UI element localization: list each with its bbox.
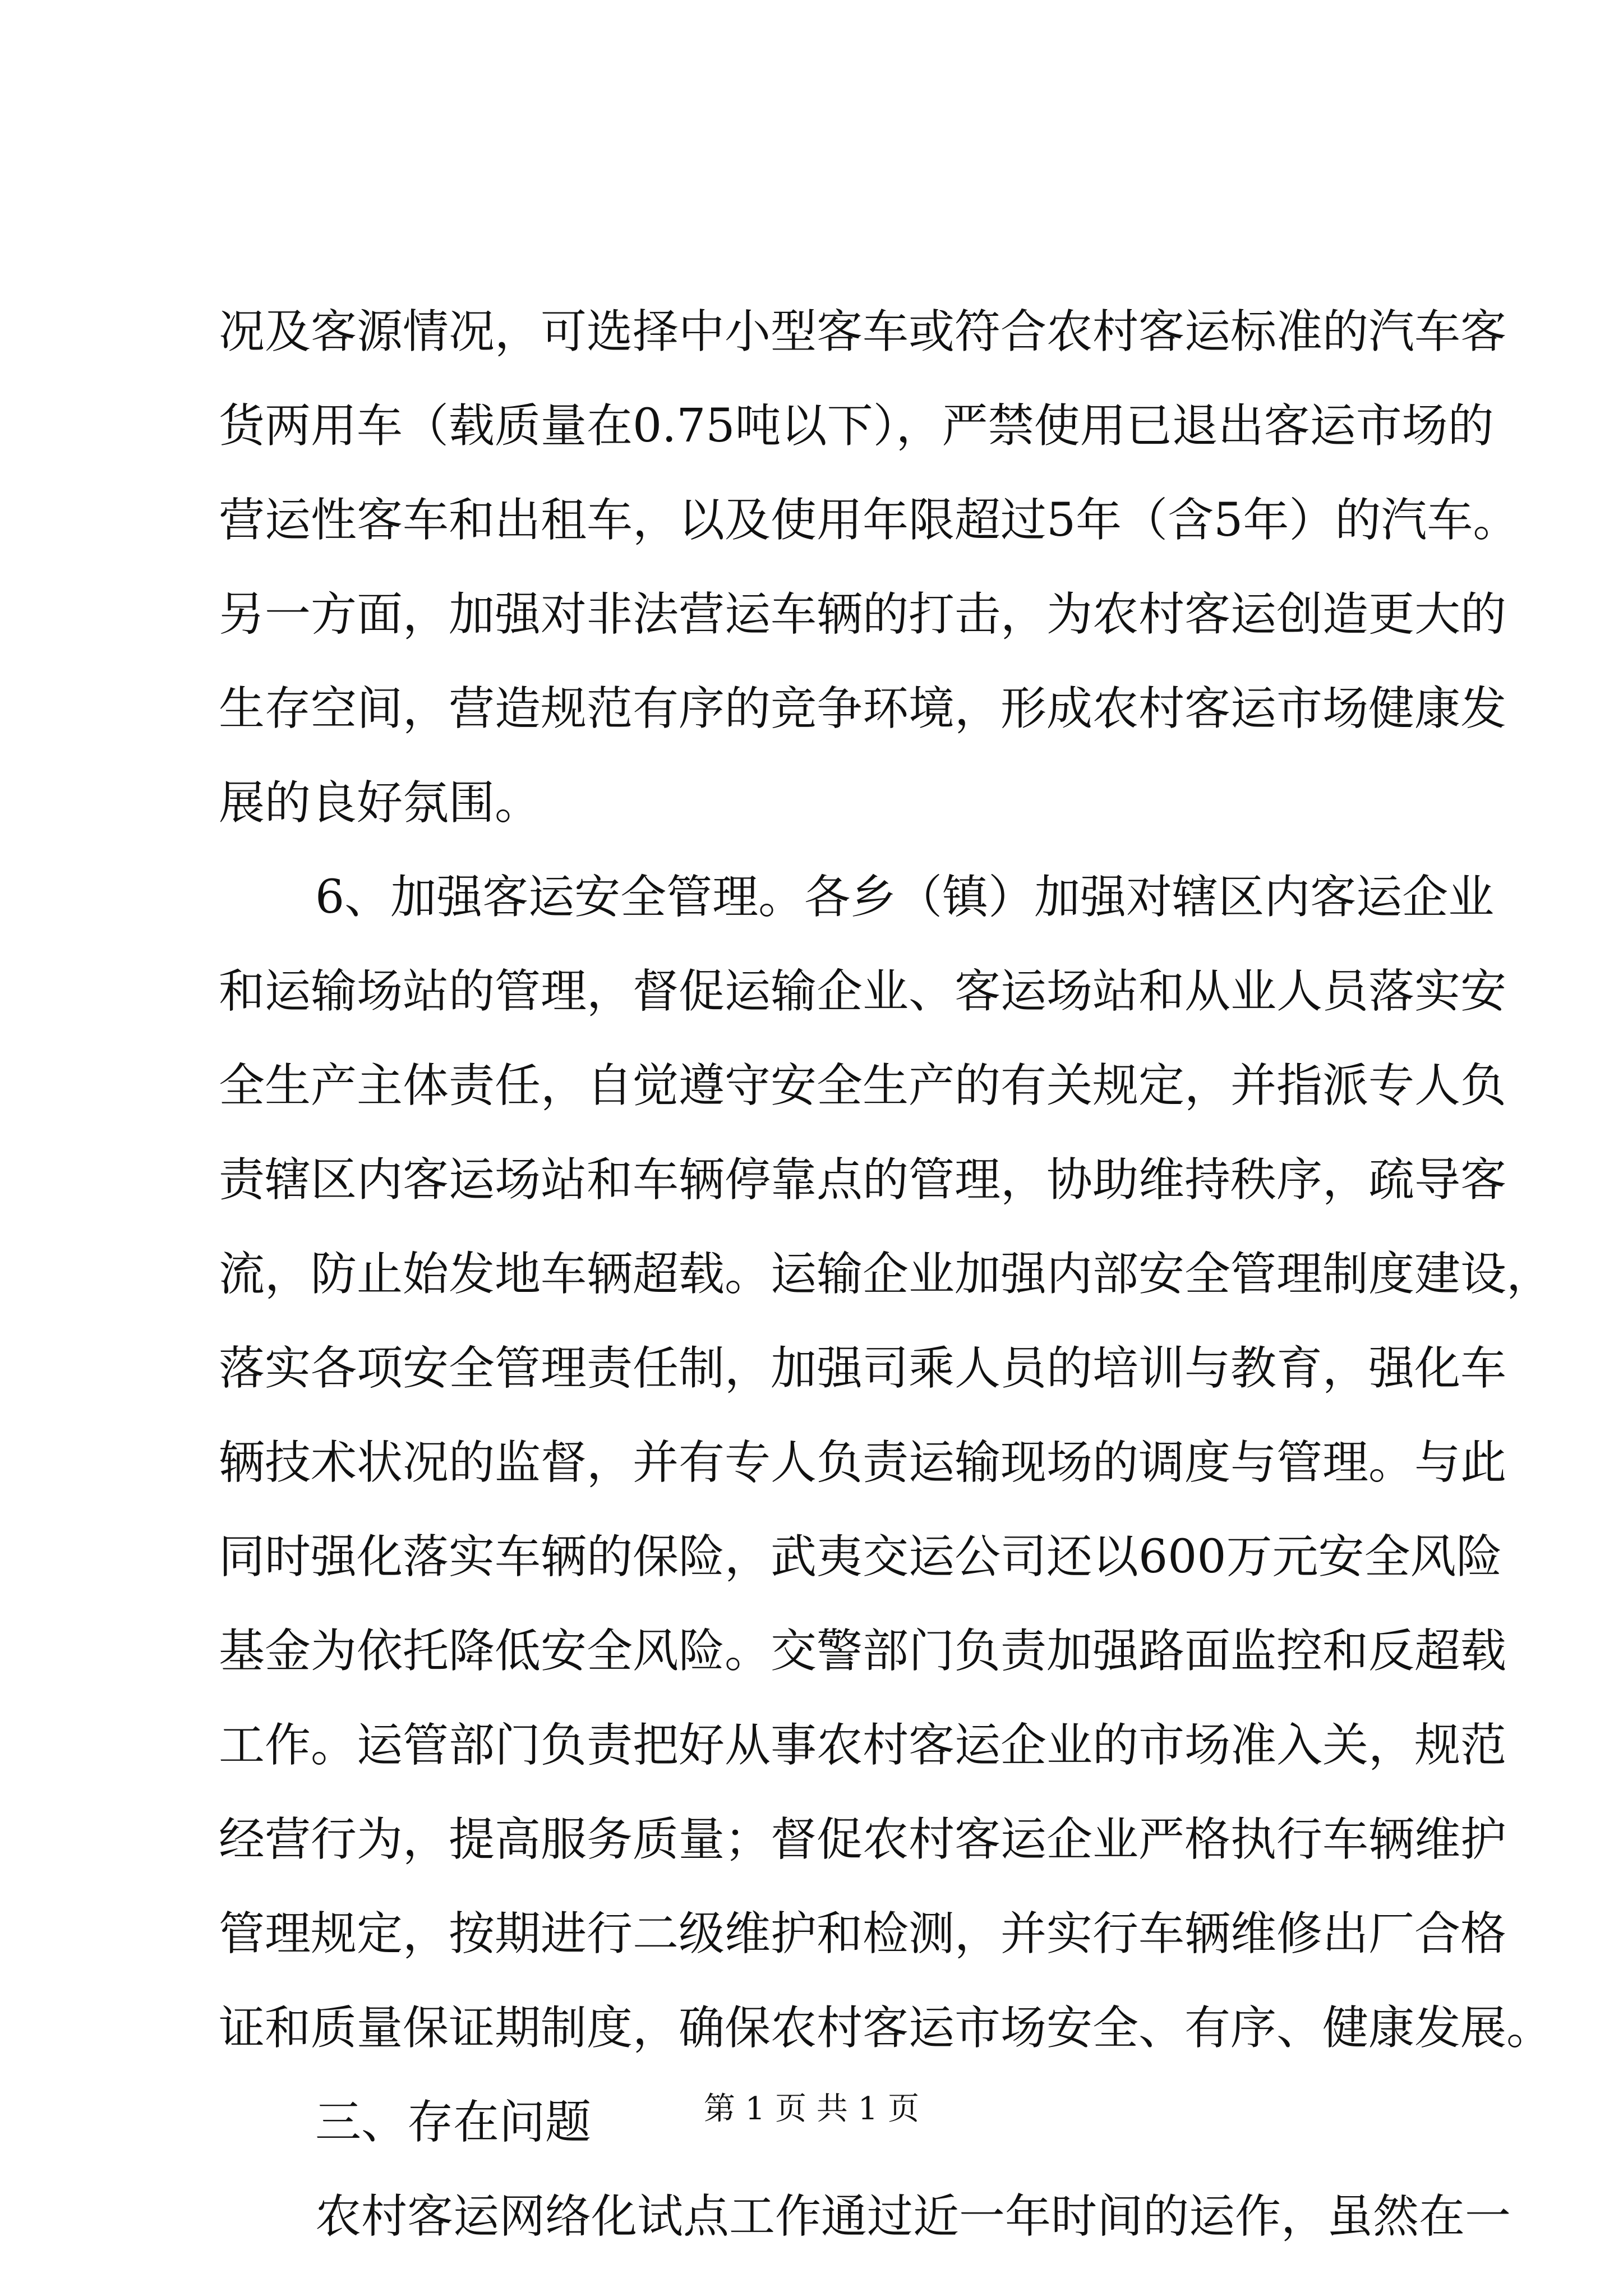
paragraph-start-line: 6、加强客运安全管理。各乡（镇）加强对辖区内客运企业 — [315, 871, 1495, 924]
text-line: 营运性客车和出租车，以及使用年限超过5年（含5年）的汽车。 — [219, 494, 1519, 547]
text-line: 管理规定，按期进行二级维护和检测，并实行车辆维修出厂合格 — [219, 1907, 1507, 1961]
text-line: 经营行为，提高服务质量；督促农村客运企业严格执行车辆维护 — [219, 1813, 1507, 1866]
text-line: 生存空间，营造规范有序的竞争环境，形成农村客运市场健康发 — [219, 682, 1507, 735]
text-line: 全生产主体责任，自觉遵守安全生产的有关规定，并指派专人负 — [219, 1059, 1507, 1112]
text-line: 证和质量保证期制度，确保农村客运市场安全、有序、健康发展。 — [219, 2001, 1553, 2055]
text-line: 同时强化落实车辆的保险，武夷交运公司还以600万元安全风险 — [219, 1530, 1502, 1584]
text-line: 流，防止始发地车辆超载。运输企业加强内部安全管理制度建设， — [219, 1248, 1553, 1301]
text-line: 货两用车（载质量在0.75吨以下），严禁使用已退出客运市场的 — [219, 399, 1494, 453]
text-line: 另一方面，加强对非法营运车辆的打击，为农村客运创造更大的 — [219, 588, 1507, 641]
text-line: 工作。运管部门负责把好从事农村客运企业的市场准入关，规范 — [219, 1719, 1507, 1772]
text-line: 责辖区内客运场站和车辆停靠点的管理，协助维持秩序，疏导客 — [219, 1153, 1507, 1207]
section-heading: 三、存在问题 — [315, 2096, 592, 2149]
text-line: 基金为依托降低安全风险。交警部门负责加强路面监控和反超载 — [219, 1625, 1507, 1678]
paragraph-start-line: 农村客运网络化试点工作通过近一年时间的运作，虽然在一 — [315, 2190, 1511, 2243]
text-line: 和运输场站的管理，督促运输企业、客运场站和从业人员落实安 — [219, 965, 1507, 1018]
text-line: 展的良好氛围。 — [219, 776, 541, 830]
text-line: 辆技术状况的监督，并有专人负责运输现场的调度与管理。与此 — [219, 1436, 1507, 1489]
body-text — [219, 285, 1553, 2264]
text-line: 落实各项安全管理责任制，加强司乘人员的培训与教育，强化车 — [219, 1342, 1507, 1395]
page-footer: 第 1 页 共 1 页 — [703, 2091, 920, 2127]
text-line: 况及客源情况，可选择中小型客车或符合农村客运标准的汽车客 — [219, 305, 1507, 358]
